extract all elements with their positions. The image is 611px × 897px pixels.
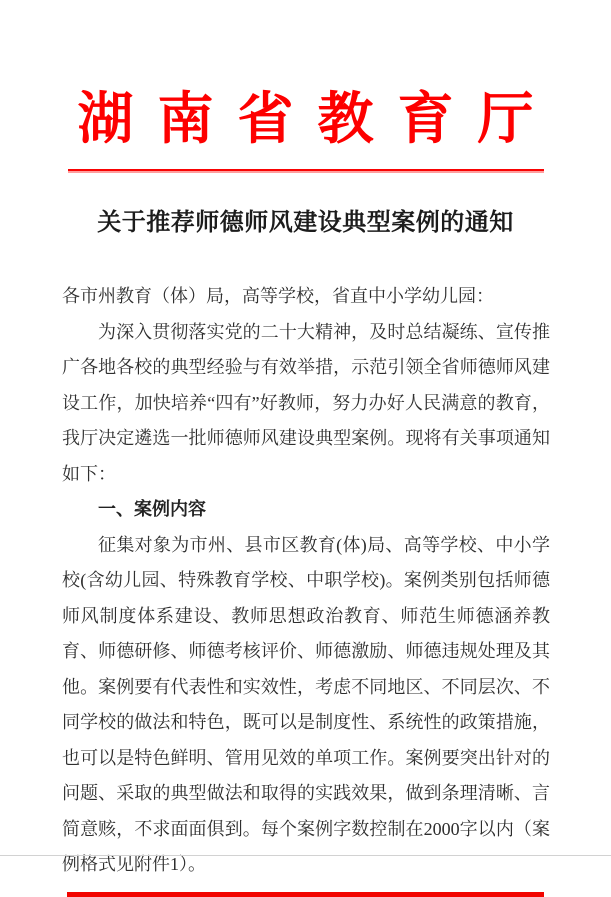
paragraph: 征集对象为市州、县市区教育(体)局、高等学校、中小学校(含幼儿园、特殊教育学校、中职学校)。案例类别包括师德师风制度体系建设、教师思想政治教育、师范生师德涵养教育、师德研修、师德考核评价、师德激励、师德违规处理及其他。案例要有代表性和实效性，考虑不同地区、不同层次、不同学校的做法和特色，既可以是制度性、系统性的政策措施，也可以是特色鲜明、管用见效的单项工作。案例要突出针对的问题、采取的典型做法和取得的实践效果，做到条理清晰、言简意赅，不求面面俱到。每个案例字数控制在2000字以内（案例格式见附件1）。: [62, 534, 550, 875]
paragraph: 为深入贯彻落实党的二十大精神，及时总结凝练、宣传推广各地各校的典型经验与有效举措，示范引领全省师德师风建设工作，加快培养“四有”好教师，努力办好人民满意的教育，我厅决定遴选一批师德师风建设典型案例。现将有关事项通知如下：: [62, 321, 550, 484]
document-title: 关于推荐师德师风建设典型案例的通知: [97, 210, 514, 236]
document-body: [62, 279, 550, 883]
letterhead-rule: [68, 169, 544, 173]
paragraph: 各市州教育（体）局，高等学校，省直中小学幼儿园：: [62, 286, 494, 307]
footer-double-rule: [67, 892, 544, 897]
letterhead: [0, 0, 611, 151]
section-heading: 一、案例内容: [98, 499, 206, 520]
page-edge-line: [0, 855, 611, 856]
letterhead-title: 湖南省教育厅: [77, 89, 558, 151]
